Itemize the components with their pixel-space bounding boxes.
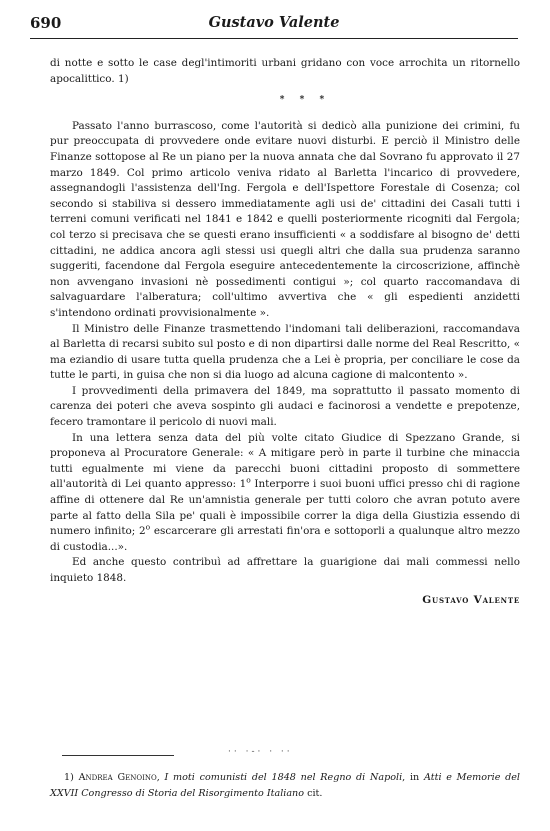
footnote: 1) Andrea Genoino, I moti comunisti del 1848 nel Regno di Napoli, in Atti e Memorie del XXVII Congresso di Storia del Risorgimento Italiano cit. [50, 772, 520, 799]
paragraph: Ed anche questo contribuì ad affrettare la guarigione dai mali commessi nello inquieto 1848. [50, 556, 520, 584]
page-number: 690 [30, 14, 62, 32]
running-head: Gustavo Valente [208, 14, 340, 31]
author-signature: Gustavo Valente [422, 593, 520, 606]
section-separator: * * * [279, 95, 331, 106]
paragraph-continuation: di notte e sotto le case degl'intimoriti urbani gridano con voce arrochita un ritornello apocalittico. 1) [50, 57, 520, 85]
paragraph: In una lettera senza data del più volte citato Giudice di Spezzano Grande, si proponeva al Procuratore Generale: « A mitigare però in parte il turbine che minaccia tutti egualmente mi viene da parecchi buoni cittadini proposto di sommettere all'autorità di Lei quanto appresso: 1$^o$ Interporre i suoi buoni uffici presso chi di ragione affine di ottenere dal Re un'amnistia generale per tutti coloro che avran potuto avere parte al fatto della Sila pe' quali è impossibile correr la diga della Giustizia essendo di numero infinito; 2$^o$ escarcerare gli arrestati fin'ora e sottoporli a qualunque altro mezzo di custodia...». [50, 431, 520, 553]
footnote-title: I moti comunisti del 1848 nel Regno di Napoli [164, 772, 403, 783]
paragraph: Passato l'anno burrascoso, come l'autorità si dedicò alla punizione dei crimini, fu pur preoccupata di provvedere onde evitare nuovi disturbi. E perciò il Ministro delle Finanze sottopose al Re un piano per la nuova annata che dal Sovrano fu approvato il 27 marzo 1849. Col primo articolo veniva ridato al Barletta l'incarico di provvedere, assegnandogli l'assistenza dell'Ing. Fergola e dell'Ispettore Forestale di Cosenza; col secondo si stabiliva si dessero immediatamente agli usi de' cittadini dei Casali tutti i terreni comuni verificati nel 1841 e 1842 e quelli posteriormente ricogniti dal Fergola; col terzo si precisava che se questi erano insufficienti « a soddisfare al bisogno de' detti cittadini, ne addica ancora agli stessi usi quegli altri che dalla sua prudenza saranno suggeriti, facendone dal Fergola eseguire antecedentemente la circoscrizione, affinchè non avvengano invasioni nè possedimenti contigui »; col quarto raccomandava di salvaguardare l'alberatura; coll'ultimo avvertiva che « gli espedienti anzidetti s'intendono ordinati provvisionalmente ». [50, 119, 520, 319]
paragraph: I provvedimenti della primavera del 1849, ma soprattutto il passato momento di carenza dei poteri che aveva sospinto gli audaci e facinorosi a vendette e prepotenze, fecero tramontare il pericolo di nuovi mali. [50, 384, 520, 429]
footnote-rule [62, 755, 174, 756]
footnote-author: Andrea Genoino, [78, 772, 160, 783]
footnote-source: Atti e Memorie del XXVII Congresso di Storia del Risorgimento Italiano [50, 772, 520, 799]
body-text [50, 56, 520, 608]
paragraph: Il Ministro delle Finanze trasmettendo l'indomani tali deliberazioni, raccomandava al Barletta di recarsi subito sul posto e di non dipartirsi dalle norme del Real Rescritto, « ma eziandio di usare tutta quella prudenza che a Lei è propria, per conciliare le cose da tutte le parti, in guisa che non si dia luogo ad alcuna cagione di malcontento ». [50, 322, 520, 382]
page-header [30, 14, 518, 39]
footnote-ref: 1) [117, 72, 129, 85]
footnote-marker: 1) [64, 772, 74, 783]
print-marks: ·· ·-· · ·· [228, 747, 293, 757]
